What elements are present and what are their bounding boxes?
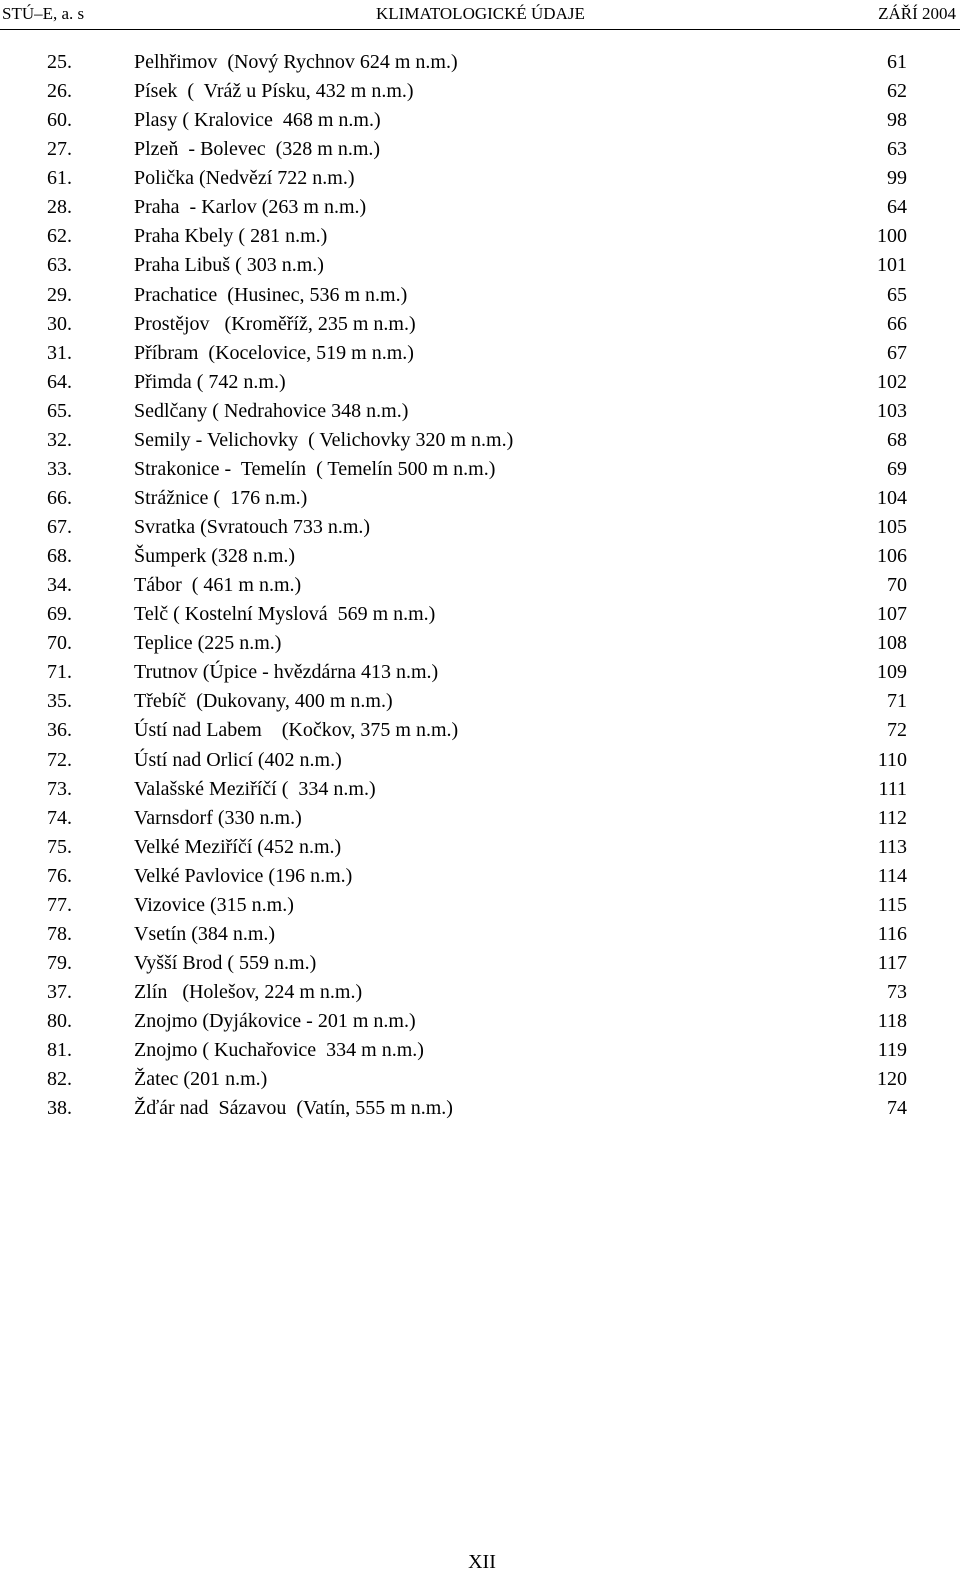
station-number: 67. bbox=[47, 516, 72, 538]
station-name: Žatec (201 n.m.) bbox=[134, 1068, 268, 1091]
header-title: KLIMATOLOGICKÉ ÚDAJE bbox=[376, 4, 585, 23]
page-reference: 72 bbox=[887, 719, 907, 742]
list-item bbox=[0, 542, 960, 571]
list-item bbox=[0, 687, 960, 716]
station-name: Trutnov (Úpice - hvězdárna 413 n.m.) bbox=[134, 661, 439, 684]
page-reference: 99 bbox=[887, 167, 907, 190]
station-name: Vyšší Brod ( 559 n.m.) bbox=[134, 951, 317, 974]
station-name: Vsetín (384 n.m.) bbox=[134, 922, 276, 945]
station-number: 35. bbox=[47, 690, 72, 713]
page-reference: 68 bbox=[887, 428, 907, 451]
list-item bbox=[0, 571, 960, 600]
list-item bbox=[0, 106, 960, 135]
list-item bbox=[0, 600, 960, 629]
station-number: 30. bbox=[47, 312, 72, 335]
page-reference: 107 bbox=[877, 603, 907, 626]
page-reference: 63 bbox=[887, 138, 907, 161]
page-reference: 98 bbox=[887, 109, 907, 132]
list-item bbox=[0, 513, 960, 542]
list-item bbox=[0, 222, 960, 251]
list-item bbox=[0, 949, 960, 978]
station-name: Ústí nad Orlicí (402 n.m.) bbox=[134, 748, 342, 771]
station-number: 72. bbox=[47, 748, 72, 771]
station-name: Vizovice (315 n.m.) bbox=[134, 893, 294, 916]
list-item bbox=[0, 484, 960, 513]
list-item bbox=[0, 426, 960, 455]
list-item bbox=[0, 310, 960, 339]
station-name: Příbram (Kocelovice, 519 m n.m.) bbox=[134, 341, 414, 364]
station-name: Sedlčany ( Nedrahovice 348 n.m.) bbox=[134, 399, 409, 422]
list-item bbox=[0, 164, 960, 193]
station-name: Pelhřimov (Nový Rychnov 624 m n.m.) bbox=[134, 51, 458, 73]
list-item bbox=[0, 339, 960, 368]
station-name: Telč ( Kostelní Myslová 569 m n.m.) bbox=[134, 603, 436, 626]
list-item bbox=[0, 920, 960, 949]
station-name: Valašské Meziříčí ( 334 n.m.) bbox=[134, 777, 376, 800]
page-reference: 67 bbox=[887, 341, 907, 364]
station-number: 62. bbox=[47, 225, 72, 248]
station-number: 76. bbox=[47, 864, 72, 887]
station-number: 71. bbox=[47, 661, 72, 684]
page-reference: 116 bbox=[877, 922, 907, 945]
station-number: 36. bbox=[47, 719, 72, 742]
page-header bbox=[0, 4, 960, 26]
list-item bbox=[0, 862, 960, 891]
station-number: 33. bbox=[47, 457, 72, 480]
station-number: 77. bbox=[47, 893, 72, 916]
page-footer bbox=[0, 1551, 960, 1574]
station-name: Žďár nad Sázavou (Vatín, 555 m n.m.) bbox=[134, 1097, 453, 1120]
station-number: 32. bbox=[47, 428, 72, 451]
list-item bbox=[0, 455, 960, 484]
station-name: Šumperk (328 n.m.) bbox=[134, 545, 296, 568]
list-item bbox=[0, 804, 960, 833]
station-name: Tábor ( 461 m n.m.) bbox=[134, 574, 302, 597]
header-date: ZÁŘÍ 2004 bbox=[878, 4, 956, 23]
page-reference: 71 bbox=[887, 690, 907, 713]
station-name: Ústí nad Labem (Kočkov, 375 m n.m.) bbox=[134, 719, 459, 742]
station-number: 34. bbox=[47, 574, 72, 597]
station-name: Přimda ( 742 n.m.) bbox=[134, 370, 286, 393]
page-reference: 117 bbox=[877, 951, 907, 974]
station-number: 74. bbox=[47, 806, 72, 829]
station-name: Velké Pavlovice (196 n.m.) bbox=[134, 864, 353, 887]
list-item bbox=[0, 775, 960, 804]
station-name: Plasy ( Kralovice 468 m n.m.) bbox=[134, 109, 381, 132]
station-name: Strážnice ( 176 n.m.) bbox=[134, 486, 308, 509]
station-number: 80. bbox=[47, 1010, 72, 1033]
station-name: Plzeň - Bolevec (328 m n.m.) bbox=[134, 138, 381, 161]
page-reference: 120 bbox=[877, 1068, 907, 1091]
station-number: 38. bbox=[47, 1097, 72, 1120]
station-number: 81. bbox=[47, 1039, 72, 1062]
page-reference: 74 bbox=[887, 1097, 907, 1120]
page-reference: 115 bbox=[877, 893, 907, 916]
station-name: Velké Meziříčí (452 n.m.) bbox=[134, 835, 342, 858]
station-name: Prostějov (Kroměříž, 235 m n.m.) bbox=[134, 312, 416, 335]
page-reference: 105 bbox=[877, 516, 907, 538]
station-name: Písek ( Vráž u Písku, 432 m n.m.) bbox=[134, 80, 414, 103]
station-name: Praha Kbely ( 281 n.m.) bbox=[134, 225, 328, 248]
station-name: Praha Libuš ( 303 n.m.) bbox=[134, 254, 324, 277]
station-number: 25. bbox=[47, 51, 72, 73]
station-name: Zlín (Holešov, 224 m n.m.) bbox=[134, 981, 363, 1003]
page-reference: 113 bbox=[877, 835, 907, 858]
station-number: 69. bbox=[47, 603, 72, 626]
page-reference: 102 bbox=[877, 370, 907, 393]
list-item bbox=[0, 397, 960, 426]
header-divider bbox=[0, 29, 960, 30]
header-organization: STÚ–E, a. s bbox=[2, 4, 85, 23]
station-name: Praha - Karlov (263 m n.m.) bbox=[134, 196, 367, 219]
station-number: 63. bbox=[47, 254, 72, 277]
station-number: 29. bbox=[47, 283, 72, 306]
list-item bbox=[0, 716, 960, 745]
station-number: 31. bbox=[47, 341, 72, 364]
page-reference: 66 bbox=[887, 312, 907, 335]
station-name: Znojmo (Dyjákovice - 201 m n.m.) bbox=[134, 1010, 416, 1033]
station-number: 28. bbox=[47, 196, 72, 219]
list-item bbox=[0, 251, 960, 280]
station-name: Strakonice - Temelín ( Temelín 500 m n.m.) bbox=[134, 457, 496, 480]
list-item bbox=[0, 1036, 960, 1065]
station-index-list bbox=[0, 48, 960, 1123]
station-number: 78. bbox=[47, 922, 72, 945]
page-reference: 101 bbox=[877, 254, 907, 277]
list-item bbox=[0, 1065, 960, 1094]
station-name: Prachatice (Husinec, 536 m n.m.) bbox=[134, 283, 408, 306]
station-number: 61. bbox=[47, 167, 72, 190]
station-number: 68. bbox=[47, 545, 72, 568]
page-reference: 69 bbox=[887, 457, 907, 480]
page-reference: 61 bbox=[887, 51, 907, 73]
station-number: 60. bbox=[47, 109, 72, 132]
station-number: 64. bbox=[47, 370, 72, 393]
station-name: Varnsdorf (330 n.m.) bbox=[134, 806, 302, 829]
list-item bbox=[0, 658, 960, 687]
page-reference: 118 bbox=[877, 1010, 907, 1033]
list-item bbox=[0, 193, 960, 222]
page-reference: 104 bbox=[877, 486, 907, 509]
list-item bbox=[0, 978, 960, 1007]
page-reference: 108 bbox=[877, 632, 907, 655]
page-reference: 109 bbox=[877, 661, 907, 684]
page-reference: 114 bbox=[877, 864, 907, 887]
page-reference: 65 bbox=[887, 283, 907, 306]
station-name: Semily - Velichovky ( Velichovky 320 m n.m.) bbox=[134, 428, 514, 451]
station-number: 73. bbox=[47, 777, 72, 800]
station-number: 26. bbox=[47, 80, 72, 103]
page-number: XII bbox=[468, 1551, 496, 1573]
station-number: 82. bbox=[47, 1068, 72, 1091]
page-reference: 112 bbox=[877, 806, 907, 829]
page-reference: 64 bbox=[887, 196, 907, 219]
list-item bbox=[0, 1007, 960, 1036]
list-item bbox=[0, 48, 960, 77]
list-item bbox=[0, 629, 960, 658]
page-reference: 110 bbox=[877, 748, 907, 771]
list-item bbox=[0, 281, 960, 310]
list-item bbox=[0, 135, 960, 164]
page-reference: 73 bbox=[887, 981, 907, 1003]
station-name: Třebíč (Dukovany, 400 m n.m.) bbox=[134, 690, 393, 713]
page-reference: 106 bbox=[877, 545, 907, 568]
station-number: 79. bbox=[47, 951, 72, 974]
station-number: 37. bbox=[47, 981, 72, 1003]
list-item bbox=[0, 891, 960, 920]
page-reference: 62 bbox=[887, 80, 907, 103]
list-item bbox=[0, 833, 960, 862]
page-reference: 103 bbox=[877, 399, 907, 422]
list-item bbox=[0, 77, 960, 106]
station-name: Znojmo ( Kuchařovice 334 m n.m.) bbox=[134, 1039, 424, 1062]
station-name: Svratka (Svratouch 733 n.m.) bbox=[134, 516, 371, 538]
list-item bbox=[0, 368, 960, 397]
station-name: Teplice (225 n.m.) bbox=[134, 632, 282, 655]
page-reference: 119 bbox=[877, 1039, 907, 1062]
station-number: 75. bbox=[47, 835, 72, 858]
page-reference: 70 bbox=[887, 574, 907, 597]
page-reference: 111 bbox=[878, 777, 907, 800]
station-name: Polička (Nedvězí 722 n.m.) bbox=[134, 167, 355, 190]
station-number: 70. bbox=[47, 632, 72, 655]
station-number: 66. bbox=[47, 486, 72, 509]
station-number: 27. bbox=[47, 138, 72, 161]
station-number: 65. bbox=[47, 399, 72, 422]
page-reference: 100 bbox=[877, 225, 907, 248]
list-item bbox=[0, 1094, 960, 1123]
list-item bbox=[0, 746, 960, 775]
